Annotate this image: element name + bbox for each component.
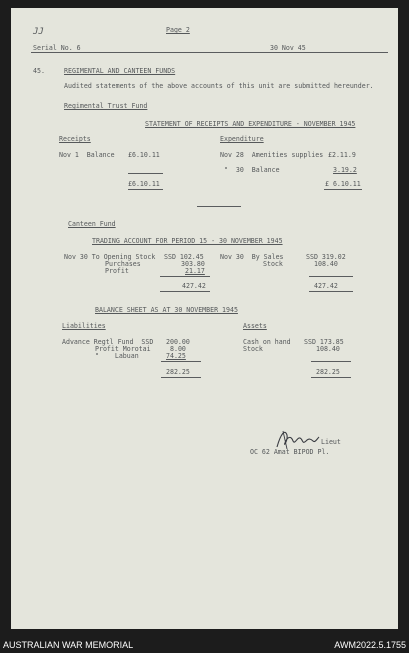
section-intro: Audited statements of the above accounts of this unit are submitted hereunder. — [64, 82, 374, 90]
trust-statement-title: STATEMENT OF RECEIPTS AND EXPENDITURE - NOVEMBER 1945 — [145, 120, 356, 128]
page-number: Page 2 — [166, 26, 190, 34]
trading-left-amount-2: 303.80 — [181, 260, 205, 268]
asset-line-2: Stock — [243, 345, 263, 353]
document-page — [11, 8, 398, 629]
liability-line-2: Profit Morotai — [95, 345, 151, 353]
trading-right-amount-2: 108.40 — [314, 260, 338, 268]
section-number: 45. — [33, 67, 45, 75]
assets-total-rule — [311, 361, 351, 362]
trading-left-line-3: Profit — [105, 267, 129, 275]
archive-credit: AUSTRALIAN WAR MEMORIAL — [3, 640, 134, 650]
corner-mark: JJ — [33, 27, 44, 37]
trading-right-total: 427.42 — [314, 282, 338, 290]
expenditure-total: £ 6.10.11 — [325, 180, 361, 188]
balance-sheet-title: BALANCE SHEET AS AT 30 NOVEMBER 1945 — [95, 306, 238, 314]
liability-amount-2: 8.00 — [170, 345, 186, 353]
receipts-total: £6.10.11 — [128, 180, 160, 188]
receipts-double-rule — [128, 189, 163, 190]
trading-left-double-rule — [160, 291, 210, 292]
section-title: REGIMENTAL AND CANTEEN FUNDS — [64, 67, 176, 75]
archive-reference: AWM2022.5.1755 — [334, 640, 406, 650]
trading-right-line-2: Stock — [263, 260, 283, 268]
expenditure-amount-2: 3.19.2 — [333, 166, 357, 174]
trading-right-double-rule — [309, 291, 353, 292]
trading-left-total: 427.42 — [182, 282, 206, 290]
expenditure-label: Expenditure — [220, 135, 264, 143]
liabilities-total-rule — [161, 361, 201, 362]
liabilities-double-rule — [161, 377, 201, 378]
trading-right-total-rule — [309, 276, 353, 277]
serial-number: Serial No. 6 — [33, 44, 81, 52]
assets-total: 282.25 — [316, 368, 340, 376]
canteen-heading: Canteen Fund — [68, 220, 116, 228]
liability-amount-3: 74.25 — [166, 352, 186, 360]
trading-left-line-1: Nov 30 To Opening Stock — [64, 253, 156, 261]
receipt-amount: £6.10.11 — [128, 151, 160, 159]
expenditure-amount-1: £2.11.9 — [328, 151, 356, 159]
signatory-rank: Lieut — [321, 438, 341, 446]
trading-left-total-rule — [160, 276, 210, 277]
trading-right-amount-1: SSD 319.02 — [306, 253, 346, 261]
receipt-line: Nov 1 Balance — [59, 151, 115, 159]
trading-left-line-2: Purchases — [105, 260, 141, 268]
liabilities-total: 282.25 — [166, 368, 190, 376]
document-date: 30 Nov 45 — [270, 44, 306, 52]
trust-fund-heading: Regimental Trust Fund — [64, 102, 148, 110]
header-rule — [31, 52, 388, 53]
section-divider — [197, 206, 241, 207]
receipts-label: Receipts — [59, 135, 91, 143]
liability-amount-1: 200.00 — [166, 338, 190, 346]
assets-double-rule — [311, 377, 351, 378]
expenditure-double-rule — [324, 189, 362, 190]
trading-right-line-1: Nov 30 By Sales — [220, 253, 284, 261]
assets-label: Assets — [243, 322, 267, 330]
expenditure-line-2: " 30 Balance — [224, 166, 280, 174]
liability-line-1: Advance Regtl Fund SSD — [62, 338, 154, 346]
asset-amount-1: SSD 173.85 — [304, 338, 344, 346]
signatory-unit: OC 62 Amat BIPOD Pl. — [250, 448, 330, 456]
trading-left-amount-3: 21.17 — [185, 267, 205, 275]
trading-left-amount-1: SSD 102.45 — [164, 253, 204, 261]
liability-line-3: " Labuan — [95, 352, 139, 360]
expenditure-line-1: Nov 28 Amenities supplies — [220, 151, 324, 159]
trading-title: TRADING ACCOUNT FOR PERIOD 15 - 30 NOVEMBER 1945 — [92, 237, 283, 245]
receipts-total-rule — [128, 173, 163, 174]
liabilities-label: Liabilities — [62, 322, 106, 330]
asset-amount-2: 108.40 — [316, 345, 340, 353]
asset-line-1: Cash on hand — [243, 338, 291, 346]
